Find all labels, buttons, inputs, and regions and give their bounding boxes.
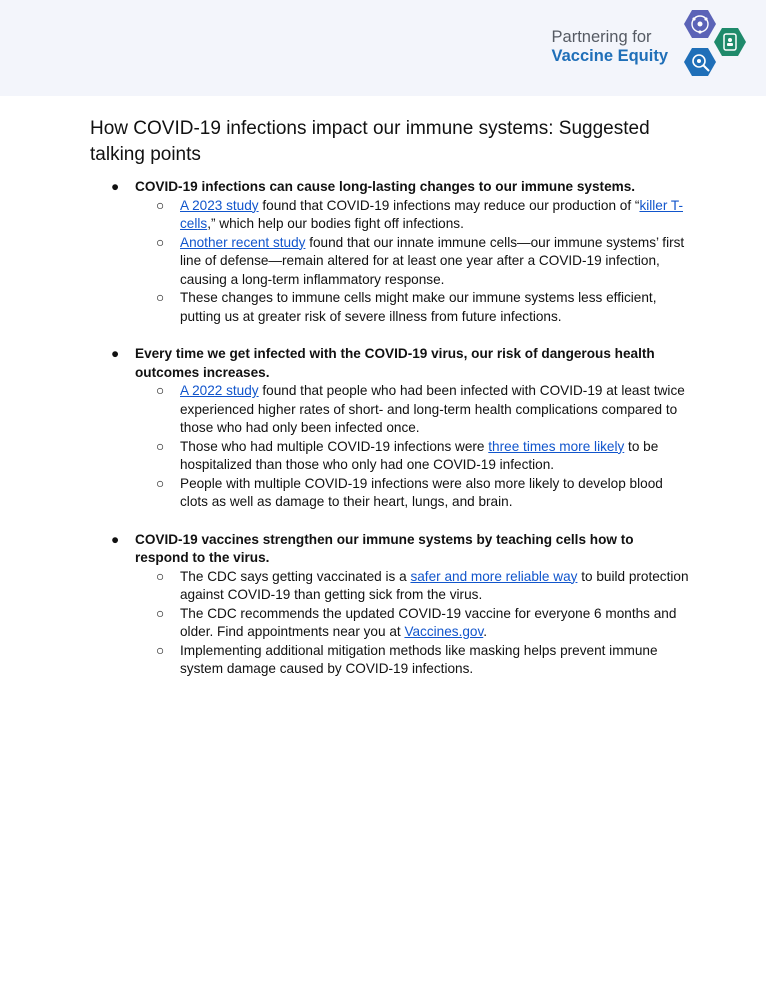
item-text: ,” which help our bodies fight off infections. [207, 216, 464, 231]
item-text: People with multiple COVID-19 infections were also more likely to develop blood clots as well as damage to their heart, lungs, and brain. [180, 475, 663, 509]
section-heading [90, 345, 690, 382]
list-item [90, 197, 690, 234]
section-heading [90, 178, 690, 197]
item-text: found that people who had been infected with COVID-19 at least twice experienced higher rates of short- and long-term health complications compared to those who had only been infected once. [180, 383, 685, 435]
sub-bullet: ○ [156, 383, 165, 398]
list-item [90, 289, 690, 326]
list-item [90, 382, 690, 438]
section-reinfection-risk [90, 345, 690, 512]
link-vaccines-gov[interactable]: Vaccines.gov [404, 624, 484, 639]
item-text: Implementing additional mitigation methods like masking helps prevent immune system damage caused by COVID-19 infections. [180, 642, 658, 676]
item-text: found that our innate immune cells—our immune systems’ first line of defense—remain altered for at least one year after a COVID-19 infection, causing a long-term inflammatory response. [180, 234, 685, 287]
link-three-times-more-likely[interactable]: three times more likely [488, 438, 625, 454]
logo-line2: Vaccine Equity [551, 47, 668, 65]
item-text: Those who had multiple COVID-19 infections were [180, 438, 489, 454]
link-safer-and-more-reliable-way[interactable]: safer and more reliable way [410, 568, 578, 584]
logo-line1: Partnering for [551, 28, 652, 46]
sub-bullet: ○ [156, 197, 165, 213]
item-text: to be hospitalized than those who only had one COVID-19 infection. [180, 438, 659, 472]
item-text: to build protection against COVID-19 than getting sick from the virus. [180, 568, 689, 602]
sub-bullet: ○ [156, 642, 165, 658]
item-text: . [483, 624, 488, 639]
list-item [90, 234, 690, 290]
page-title: How COVID-19 infections impact our immune systems: Suggested talking points [90, 118, 650, 165]
link-2022-study[interactable]: A 2022 study [180, 383, 259, 398]
sub-bullet: ○ [156, 568, 165, 584]
sub-bullet: ○ [156, 290, 165, 305]
list-item [90, 438, 690, 475]
link-killer-t-cells[interactable]: killer T-cells [180, 197, 683, 231]
section-vaccines-strengthen [90, 531, 690, 679]
section-heading-text: COVID-19 infections can cause long-lasting changes to our immune systems. [135, 179, 636, 194]
list-item [90, 568, 690, 605]
sub-bullet: ○ [156, 475, 165, 491]
list-item [90, 605, 690, 642]
item-text: The CDC recommends the updated COVID-19 vaccine for everyone 6 months and older. Find appointments near you at [180, 605, 677, 639]
section-immune-changes [90, 178, 690, 326]
bullet-dot: ● [111, 531, 120, 547]
section-heading-text: COVID-19 vaccines strengthen our immune systems by teaching cells how to respond to the virus. [135, 531, 634, 565]
header-band [0, 0, 766, 96]
sub-bullet: ○ [156, 605, 165, 621]
sub-bullet: ○ [156, 438, 165, 454]
item-text: The CDC says getting vaccinated is a [180, 568, 411, 584]
list-item [90, 642, 690, 679]
item-text: These changes to immune cells might make our immune systems less efficient, putting us at greater risk of severe illness from future infections. [180, 290, 657, 324]
link-another-recent-study[interactable]: Another recent study [180, 234, 306, 250]
link-2023-study[interactable]: A 2023 study [180, 197, 259, 213]
item-text: found that COVID-19 infections may reduce our production of “ [258, 197, 640, 213]
list-item [90, 475, 690, 512]
sub-bullet: ○ [156, 234, 165, 250]
section-heading-text: Every time we get infected with the COVID-19 virus, our risk of dangerous health outcomes increases. [135, 346, 655, 380]
bullet-dot: ● [111, 346, 120, 361]
talking-points [90, 178, 690, 698]
section-heading [90, 531, 690, 568]
logo-text [552, 28, 668, 66]
logo-hexagons-icon [672, 8, 756, 84]
partnering-for-vaccine-equity-logo [506, 8, 756, 84]
bullet-dot: ● [111, 179, 120, 194]
